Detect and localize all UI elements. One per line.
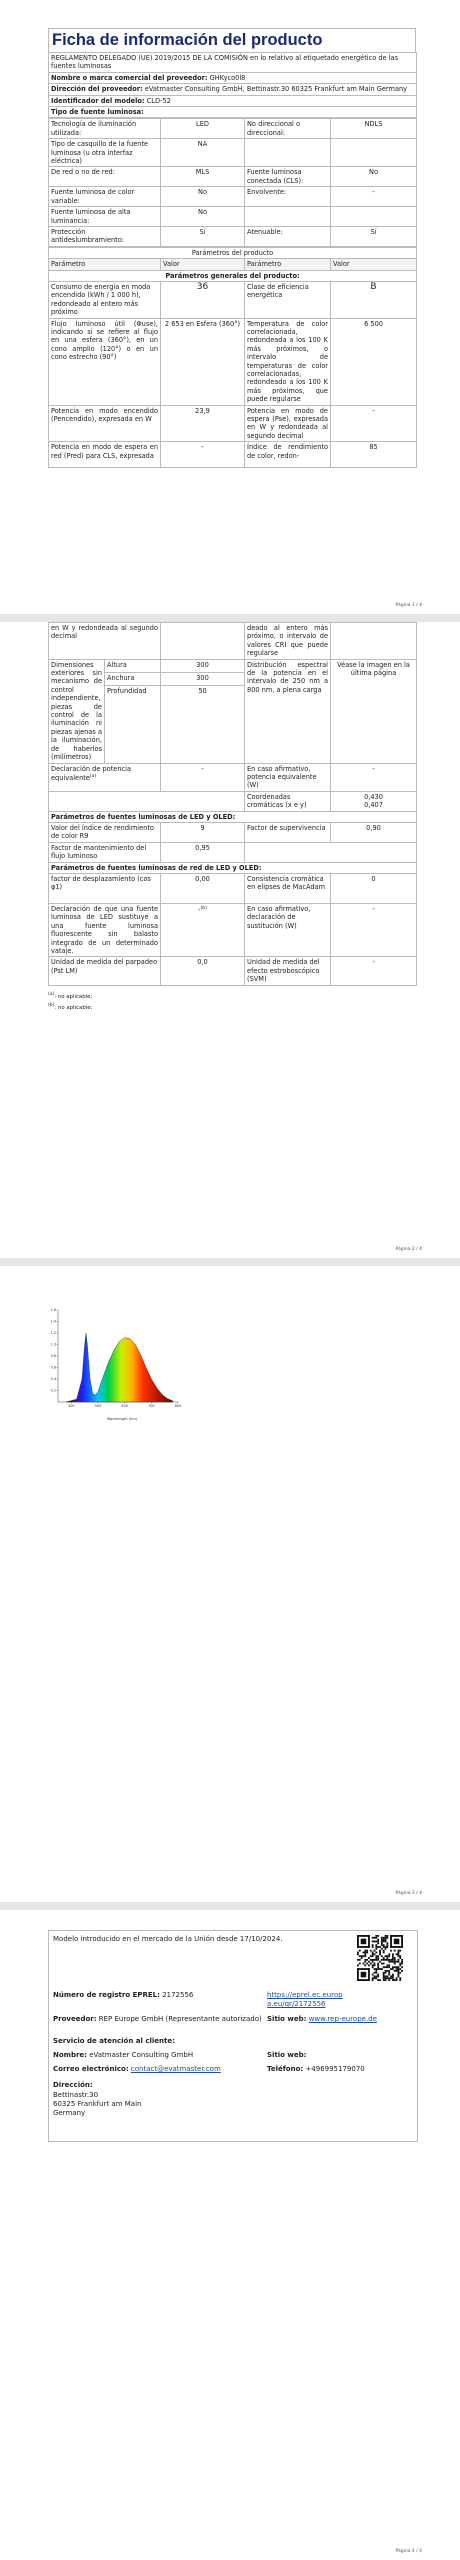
page-number-2: Página 2 / 4: [395, 1247, 422, 1252]
chroma-label: Coordenadas cromáticas (x e y): [245, 791, 331, 811]
params-header: Parámetros del producto: [49, 247, 417, 258]
cri-value: 85: [331, 442, 417, 468]
y-tick-label: 0.8: [50, 1354, 56, 1359]
page-4: [0, 1910, 460, 2560]
email-row: Correo electrónico: contact@evatmaster.com: [53, 2065, 221, 2073]
service-website-label: Sitio web:: [267, 2051, 307, 2059]
energy-value: 36: [161, 281, 245, 318]
footnote-b: $^{(b)}$: no aplicable;: [48, 1003, 93, 1012]
service-name-row: Nombre: eVatmaster Consulting GmbH: [53, 2051, 194, 2059]
flicker-label: Unidad de medida del parpadeo (Pst LM): [49, 957, 161, 985]
x-tick-label: 800: [174, 1404, 182, 1408]
product-sheet-page-2: [48, 622, 416, 1013]
x-tick-label: 400: [68, 1404, 75, 1408]
equiv-label: Declaración de potencia equivalente$^{(a)}$: [49, 763, 161, 791]
website-row: Sitio web: www.rep-europe.de: [267, 2015, 377, 2023]
type-row-v2: Sí: [331, 226, 417, 246]
supplier-address: eVatmaster Consulting GmbH, Bettinastr.30 60325 Frankfurt am Main Germany: [144, 85, 408, 94]
page-number-1: Página 1 / 4: [395, 603, 422, 608]
type-row-v1: NA: [161, 139, 245, 167]
y-tick-label: 1.6: [50, 1308, 56, 1313]
height-label: Altura: [105, 659, 161, 672]
type-row-v1: Sí: [161, 226, 245, 246]
type-row-v1: MLS: [161, 167, 245, 187]
consistency-value: 0: [331, 873, 417, 903]
width-label: Anchura: [105, 672, 161, 685]
model-intro: Modelo introducido en el mercado de la Unión desde 17/10/2024.: [53, 1935, 283, 1943]
y-tick-label: 1.0: [50, 1342, 56, 1347]
type-row-l2: [245, 139, 331, 167]
height-value: 300: [161, 659, 245, 672]
address-label: Dirección:: [53, 2081, 93, 2089]
maintenance-value: 0,95: [161, 842, 245, 862]
type-row-l2: No direccional o direccional:: [245, 119, 331, 139]
equiv-value: -: [161, 763, 245, 791]
supplier-name: GHKyco0l8: [209, 73, 246, 82]
replace-value: -$^{(b)}$: [161, 903, 245, 956]
product-params-table-2: [48, 622, 417, 986]
strobo-value: -: [331, 957, 417, 985]
document-title: Ficha de información del producto: [48, 28, 416, 52]
x-tick-label: 600: [121, 1404, 128, 1408]
standby-cls-label-a: Potencia en modo de espera en red (Pred) para CLS, expresada: [49, 442, 161, 468]
type-row: [49, 119, 417, 139]
flux-label: Flujo luminoso útil (Φuse), indicando si se refiere al flujo en una esfera (360°), en un cono amplio (120°) o en un cono estrecho (90°): [49, 318, 161, 405]
eprel-row: Número de registro EPREL: 2172556: [53, 1991, 194, 1999]
type-row: [49, 167, 417, 187]
eprel-number: 2172556: [162, 1991, 194, 1999]
replace-label: Declaración de que una fuente luminosa de LED sustituye a una fuente luminosa fluorescente sin balasto integrado de un determinado vataje.: [49, 903, 161, 956]
cri-label-a: Índice de rendimiento de color, redon-: [245, 442, 331, 468]
x-tick-label: 500: [94, 1404, 102, 1408]
page-3: [0, 1266, 460, 1902]
y-tick-label: 0.4: [50, 1377, 56, 1382]
model-row: Identificador del modelo: CLD-52: [49, 95, 417, 106]
depth-value: 50: [161, 685, 245, 763]
light-source-type-header: Tipo de fuente luminosa:: [49, 107, 417, 118]
qr-code-icon[interactable]: [357, 1935, 403, 1981]
displacement-value: 0,00: [161, 873, 245, 903]
col-value-1: Valor: [161, 259, 245, 270]
energy-label: Consumo de energía en modo encendido (kWh / 1 000 h), redondeado al entero más próximo: [49, 281, 161, 318]
strobo-label: Unidad de medida del efecto estroboscópico (SVM): [245, 957, 331, 985]
maintenance-label: Factor de mantenimiento del flujo luminoso: [49, 842, 161, 862]
col-value-2: Valor: [331, 259, 417, 270]
product-sheet-page-1: [48, 28, 416, 468]
type-row-l1: Fuente luminosa de alta luminancia:: [49, 207, 161, 227]
light-source-type-table: [48, 118, 417, 246]
type-row-l1: De red o no de red:: [49, 167, 161, 187]
spd-value: Véase la imagen en la última página: [331, 659, 417, 763]
type-row-l1: Tipo de casquillo de la fuente luminosa (u otra interfaz eléctrica): [49, 139, 161, 167]
type-row-v2: NDLS: [331, 119, 417, 139]
flux-value: 2 653 en Esfera (360°): [161, 318, 245, 405]
type-row-v2: -: [331, 187, 417, 207]
type-row: [49, 226, 417, 246]
type-row-l2: Envolvente:: [245, 187, 331, 207]
page-1: [0, 0, 460, 614]
type-row-l2: Fuente luminosa conectada (CLS):: [245, 167, 331, 187]
consistency-label: Consistencia cromática en elipses de MacAdam: [245, 873, 331, 903]
type-row-l1: Fuente luminosa de color variable:: [49, 187, 161, 207]
standby-value: -: [331, 405, 417, 442]
email-link[interactable]: contact@evatmaster.com: [130, 2065, 221, 2073]
r9-label: Valor del índice de rendimiento de color R9: [49, 822, 161, 842]
supplier-address-row: Dirección del proveedor: eVatmaster Consulting GmbH, Bettinastr.30 60325 Frankfurt am Main Germany: [49, 84, 417, 95]
general-params-header: Parámetros generales del producto:: [49, 270, 417, 281]
eprel-link[interactable]: https://eprel.ec.europa.eu/qr/2172556: [267, 1991, 343, 2008]
efficiency-value: B: [331, 281, 417, 318]
type-row: [49, 187, 417, 207]
standby-cls-label-b: en W y redondeada al segundo decimal: [49, 623, 161, 660]
spectrum-xlabel: Wavelength (nm): [106, 1417, 138, 1421]
type-row-v2: [331, 207, 417, 227]
survival-value: 0,90: [331, 822, 417, 842]
mains-header: Parámetros de fuentes luminosas de red de LED y OLED:: [49, 862, 417, 873]
displacement-label: factor de desplazamiento (cos φ1): [49, 873, 161, 903]
type-row-v1: No: [161, 207, 245, 227]
spectrum-chart: [44, 1302, 184, 1422]
power-on-value: 23,9: [161, 405, 245, 442]
depth-label: Profundidad: [105, 685, 161, 763]
efficiency-label: Clase de eficiencia energética: [245, 281, 331, 318]
led-header: Parámetros de fuentes luminosas de LED y OLED:: [49, 811, 417, 822]
type-row-l2: [245, 207, 331, 227]
r9-value: 9: [161, 822, 245, 842]
type-row: [49, 139, 417, 167]
page-number-3: Página 3 / 4: [395, 1891, 422, 1896]
cct-value: 6 500: [331, 318, 417, 405]
dims-label: Dimensiones exteriores sin mecanismo de control independiente, piezas de control de la iluminación ni piezas ajenas a la iluminación, de haberlos (milímetros): [49, 659, 105, 763]
chroma-values: 0,430 0,407: [331, 791, 417, 811]
equiv-yes-label: En caso afirmativo, potencia equivalente (W): [245, 763, 331, 791]
page-2: [0, 622, 460, 1258]
spd-label: Distribución espectral de la potencia en el intervalo de 250 nm a 800 nm, a plena carga: [245, 659, 331, 763]
type-row: [49, 207, 417, 227]
spectrum-svg: [44, 1302, 184, 1422]
address-block: Bettinastr.30 60325 Frankfurt am Main Germany: [53, 2091, 142, 2117]
y-tick-label: 0.2: [50, 1388, 56, 1393]
phone-row: Teléfono: +496995179070: [267, 2065, 365, 2073]
service-header: Servicio de atención al cliente:: [53, 2037, 175, 2045]
model-id: CLD-52: [146, 96, 171, 105]
spectrum-area: [66, 1333, 173, 1402]
col-param-1: Parámetro: [49, 259, 161, 270]
footnote-a: $^{(a)}$: no aplicable;: [48, 991, 93, 1000]
eprel-info-box: [48, 1930, 418, 2142]
provider-row: Proveedor: REP Europe GmbH (Representante autorizado): [53, 2015, 262, 2023]
type-row-v2: No: [331, 167, 417, 187]
cct-label: Temperatura de color correlacionada, redondeada a los 100 K más próximos, o intervalo de temperaturas de color correlacionadas, redondeado a los 100 K más próximos, que puede regularse: [245, 318, 331, 405]
type-row-v1: LED: [161, 119, 245, 139]
header-table: [48, 52, 417, 118]
website-link[interactable]: www.rep-europe.de: [308, 2015, 377, 2023]
type-row-v1: No: [161, 187, 245, 207]
type-row-l1: Tecnología de iluminación utilizada:: [49, 119, 161, 139]
col-param-2: Parámetro: [245, 259, 331, 270]
x-tick-label: 700: [148, 1404, 155, 1408]
equiv-yes-value: -: [331, 763, 417, 791]
replace-yes-label: En caso afirmativo, declaración de sustitución (W): [245, 903, 331, 956]
page-number-4: Página 4 / 4: [395, 2549, 422, 2554]
y-tick-label: 1.2: [50, 1331, 56, 1336]
supplier-name-row: Nombre o marca comercial del proveedor: GHKyco0l8: [49, 72, 417, 83]
standby-label: Potencia en modo de espera (Pse), expresada en W y redondeada al segundo decimal: [245, 405, 331, 442]
y-tick-label: 1.4: [50, 1319, 56, 1324]
replace-yes-value: -: [331, 903, 417, 956]
flicker-value: 0,0: [161, 957, 245, 985]
regulation-text: REGLAMENTO DELEGADO (UE) 2019/2015 DE LA COMISIÓN en lo relativo al etiquetado energético de las fuentes luminosas: [49, 53, 417, 73]
width-value: 300: [161, 672, 245, 685]
type-row-l2: Atenuable:: [245, 226, 331, 246]
y-tick-label: 0.6: [50, 1365, 56, 1370]
type-row-v2: [331, 139, 417, 167]
footnotes: [48, 990, 416, 1014]
type-row-l1: Protección antideslumbramiento:: [49, 226, 161, 246]
power-on-label: Potencia en modo encendido (Pencendido), expresada en W: [49, 405, 161, 442]
standby-cls-value: -: [161, 442, 245, 468]
survival-label: Factor de supervivencia: [245, 822, 331, 842]
product-params-table-1: [48, 247, 417, 469]
cri-label-b: deado al entero más próximo, o intervalo de valores CRI que puede regularse: [245, 623, 331, 660]
